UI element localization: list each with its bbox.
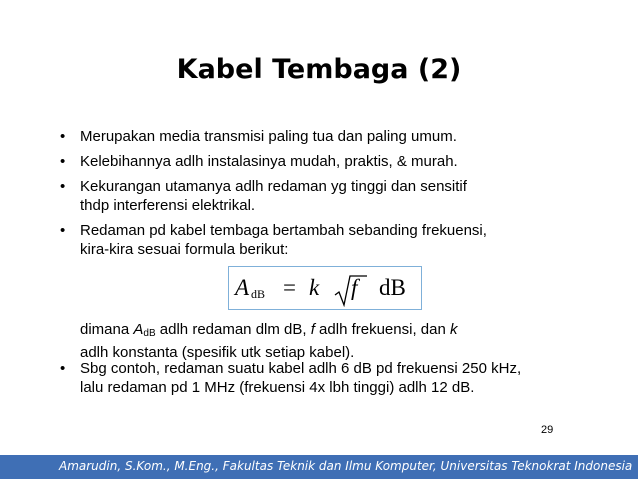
- formula-A: A: [235, 275, 250, 300]
- explanation-text-cont: adlh konstanta (spesifik utk setiap kabel).: [80, 344, 355, 361]
- page-number: 29: [541, 424, 554, 436]
- formula-explanation: [80, 320, 610, 362]
- bullet-item: [60, 221, 600, 259]
- example-text-cont: lalu redaman pd 1 MHz (frekuensi 4x lbh tinggi) adlh 12 dB.: [80, 379, 475, 396]
- square-root-icon: [333, 273, 367, 307]
- example-text: Sbg contoh, redaman suatu kabel adlh 6 dB pd frekuensi 250 kHz,: [80, 360, 522, 377]
- formula-subscript: dB: [251, 287, 266, 301]
- bullet-text: Merupakan media transmisi paling tua dan paling umum.: [80, 128, 457, 145]
- explanation-k: k: [449, 321, 458, 338]
- bullet-text: Kelebihannya adlh instalasinya mudah, praktis, & murah.: [80, 153, 458, 170]
- footer-bar: [0, 455, 638, 479]
- explanation-text: adlh frekuensi, dan: [314, 321, 450, 338]
- formula-f: f: [351, 275, 358, 300]
- attenuation-formula: [228, 266, 422, 310]
- bullet-item: [60, 177, 600, 215]
- explanation-f: f: [310, 321, 315, 338]
- bullet-item: [60, 152, 600, 171]
- slide-title: Kabel Tembaga (2): [176, 54, 462, 85]
- explanation-subscript: dB: [143, 328, 156, 339]
- bullet-text-cont: thdp interferensi elektrikal.: [80, 197, 256, 214]
- bullet-dot: •: [60, 222, 66, 239]
- footer-text: Amarudin, S.Kom., M.Eng., Fakultas Teknik dan Ilmu Komputer, Universitas Teknokrat Indonesia: [59, 459, 633, 473]
- bullet-dot: •: [60, 178, 66, 195]
- formula-unit: dB: [379, 275, 406, 300]
- explanation-A: A: [133, 321, 144, 338]
- explanation-text: dimana: [80, 321, 134, 338]
- bullet-text: Kekurangan utamanya adlh redaman yg tinggi dan sensitif: [80, 178, 467, 195]
- bullet-dot: •: [60, 128, 66, 145]
- bullet-text-cont: kira-kira sesuai formula berikut:: [80, 241, 289, 258]
- bullet-item: [60, 127, 600, 146]
- bullet-dot: •: [60, 153, 66, 170]
- bullet-list: [60, 127, 600, 265]
- formula-k: k: [309, 275, 320, 300]
- explanation-text: adlh redaman dlm dB,: [155, 321, 311, 338]
- bullet-text: Redaman pd kabel tembaga bertambah sebanding frekuensi,: [80, 222, 487, 239]
- bullet-dot: •: [60, 360, 66, 377]
- formula-equals: =: [283, 275, 296, 300]
